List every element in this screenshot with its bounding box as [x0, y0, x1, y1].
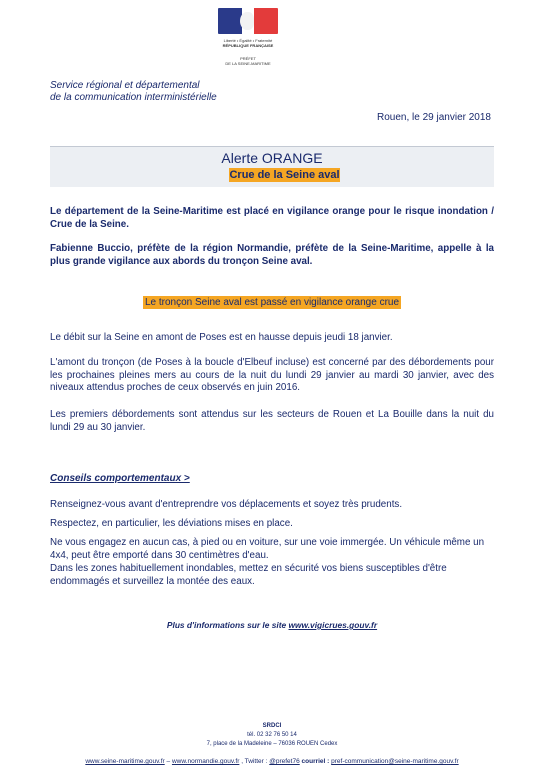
conseil-item-1: Renseignez-vous avant d'entreprendre vos déplacements et soyez très prudents.: [50, 499, 403, 510]
more-info: [0, 620, 544, 630]
footer-site-normandie[interactable]: www.normandie.gouv.fr: [171, 758, 240, 765]
document-date: Rouen, le 29 janvier 2018: [377, 112, 491, 123]
footer-courriel-label: courriel :: [301, 758, 332, 765]
footer-address: 7, place de la Madeleine – 76036 ROUEN Cedex: [206, 741, 338, 747]
logo-prefect-line2: DE LA SEINE-MARITIME: [225, 61, 271, 66]
highlight-container: [50, 292, 494, 310]
footer-tel: tél. 02 32 76 50 14: [247, 732, 297, 738]
footer-org: SRDCI: [262, 723, 282, 729]
footer-email[interactable]: pref-communication@seine-maritime.gouv.fr: [331, 758, 459, 765]
service-name: [50, 80, 217, 104]
conseils-title[interactable]: Conseils comportementaux >: [50, 473, 190, 484]
intro-paragraph-1: Le département de la Seine-Maritime est placé en vigilance orange pour le risque inondation / Crue de la Seine.: [50, 206, 494, 230]
service-line2: de la communication interministérielle: [50, 92, 217, 103]
body-paragraph-3: Les premiers débordements sont attendus sur les secteurs de Rouen et La Bouille dans la nuit du lundi 29 au 30 janvier.: [50, 409, 494, 433]
footer-site-seine-maritime[interactable]: www.seine-maritime.gouv.fr: [85, 758, 165, 765]
logo-republic: RÉPUBLIQUE FRANÇAISE: [222, 43, 274, 48]
logo-prefect-line1: PRÉFET: [240, 56, 256, 61]
marianne-flag-icon: [218, 8, 278, 34]
prefecture-logo: [218, 6, 278, 70]
alert-title: Alerte ORANGE: [221, 150, 323, 166]
logo-motto: Liberté • Égalité • Fraternité: [223, 38, 273, 43]
footer-twitter[interactable]: @prefet76: [269, 758, 300, 765]
alert-subtitle: Crue de la Seine aval: [229, 169, 340, 181]
conseil-item-4: Dans les zones habituellement inondables, mettez en sécurité vos biens susceptibles d'être endommagés et surveillez la montée des eaux.: [50, 563, 447, 587]
more-info-prefix: Plus d'informations sur le site: [166, 620, 289, 630]
service-line1: Service régional et départemental: [50, 80, 200, 91]
footer-twitter-label: , Twitter :: [241, 758, 270, 765]
intro-paragraph-2: Fabienne Buccio, préfète de la région Normandie, préfète de la Seine-Maritime, appelle à la plus grande vigilance aux abords du tronçon Seine aval.: [50, 243, 494, 267]
alert-header: [50, 146, 494, 187]
highlight-notice: Le tronçon Seine aval est passé en vigilance orange crue: [144, 297, 400, 308]
conseil-item-3: Ne vous engagez en aucun cas, à pied ou en voiture, sur une voie immergée. Un véhicule même un 4x4, peut être emporté dans 30 centimètres d'eau.: [50, 537, 485, 561]
body-paragraph-2: L'amont du tronçon (de Poses à la boucle d'Elbeuf incluse) est concerné par des débordements pour les prochaines pleines mers au cours de la nuit du lundi 29 janvier au mardi 30 janvier, avec des niveaux attendus proches de ceux observés en juin 2016.: [50, 357, 494, 394]
conseil-item-2: Respectez, en particulier, les déviations mises en place.: [50, 518, 293, 529]
vigicrues-link[interactable]: www.vigicrues.gouv.fr: [288, 620, 378, 630]
footer-links: www.seine-maritime.gouv.fr – www.normandie.gouv.fr , Twitter : @prefet76 courriel : pref-communication@seine-maritime.gouv.fr: [85, 758, 459, 765]
body-paragraph-1: Le débit sur la Seine en amont de Poses est en hausse depuis jeudi 18 janvier.: [50, 332, 393, 343]
